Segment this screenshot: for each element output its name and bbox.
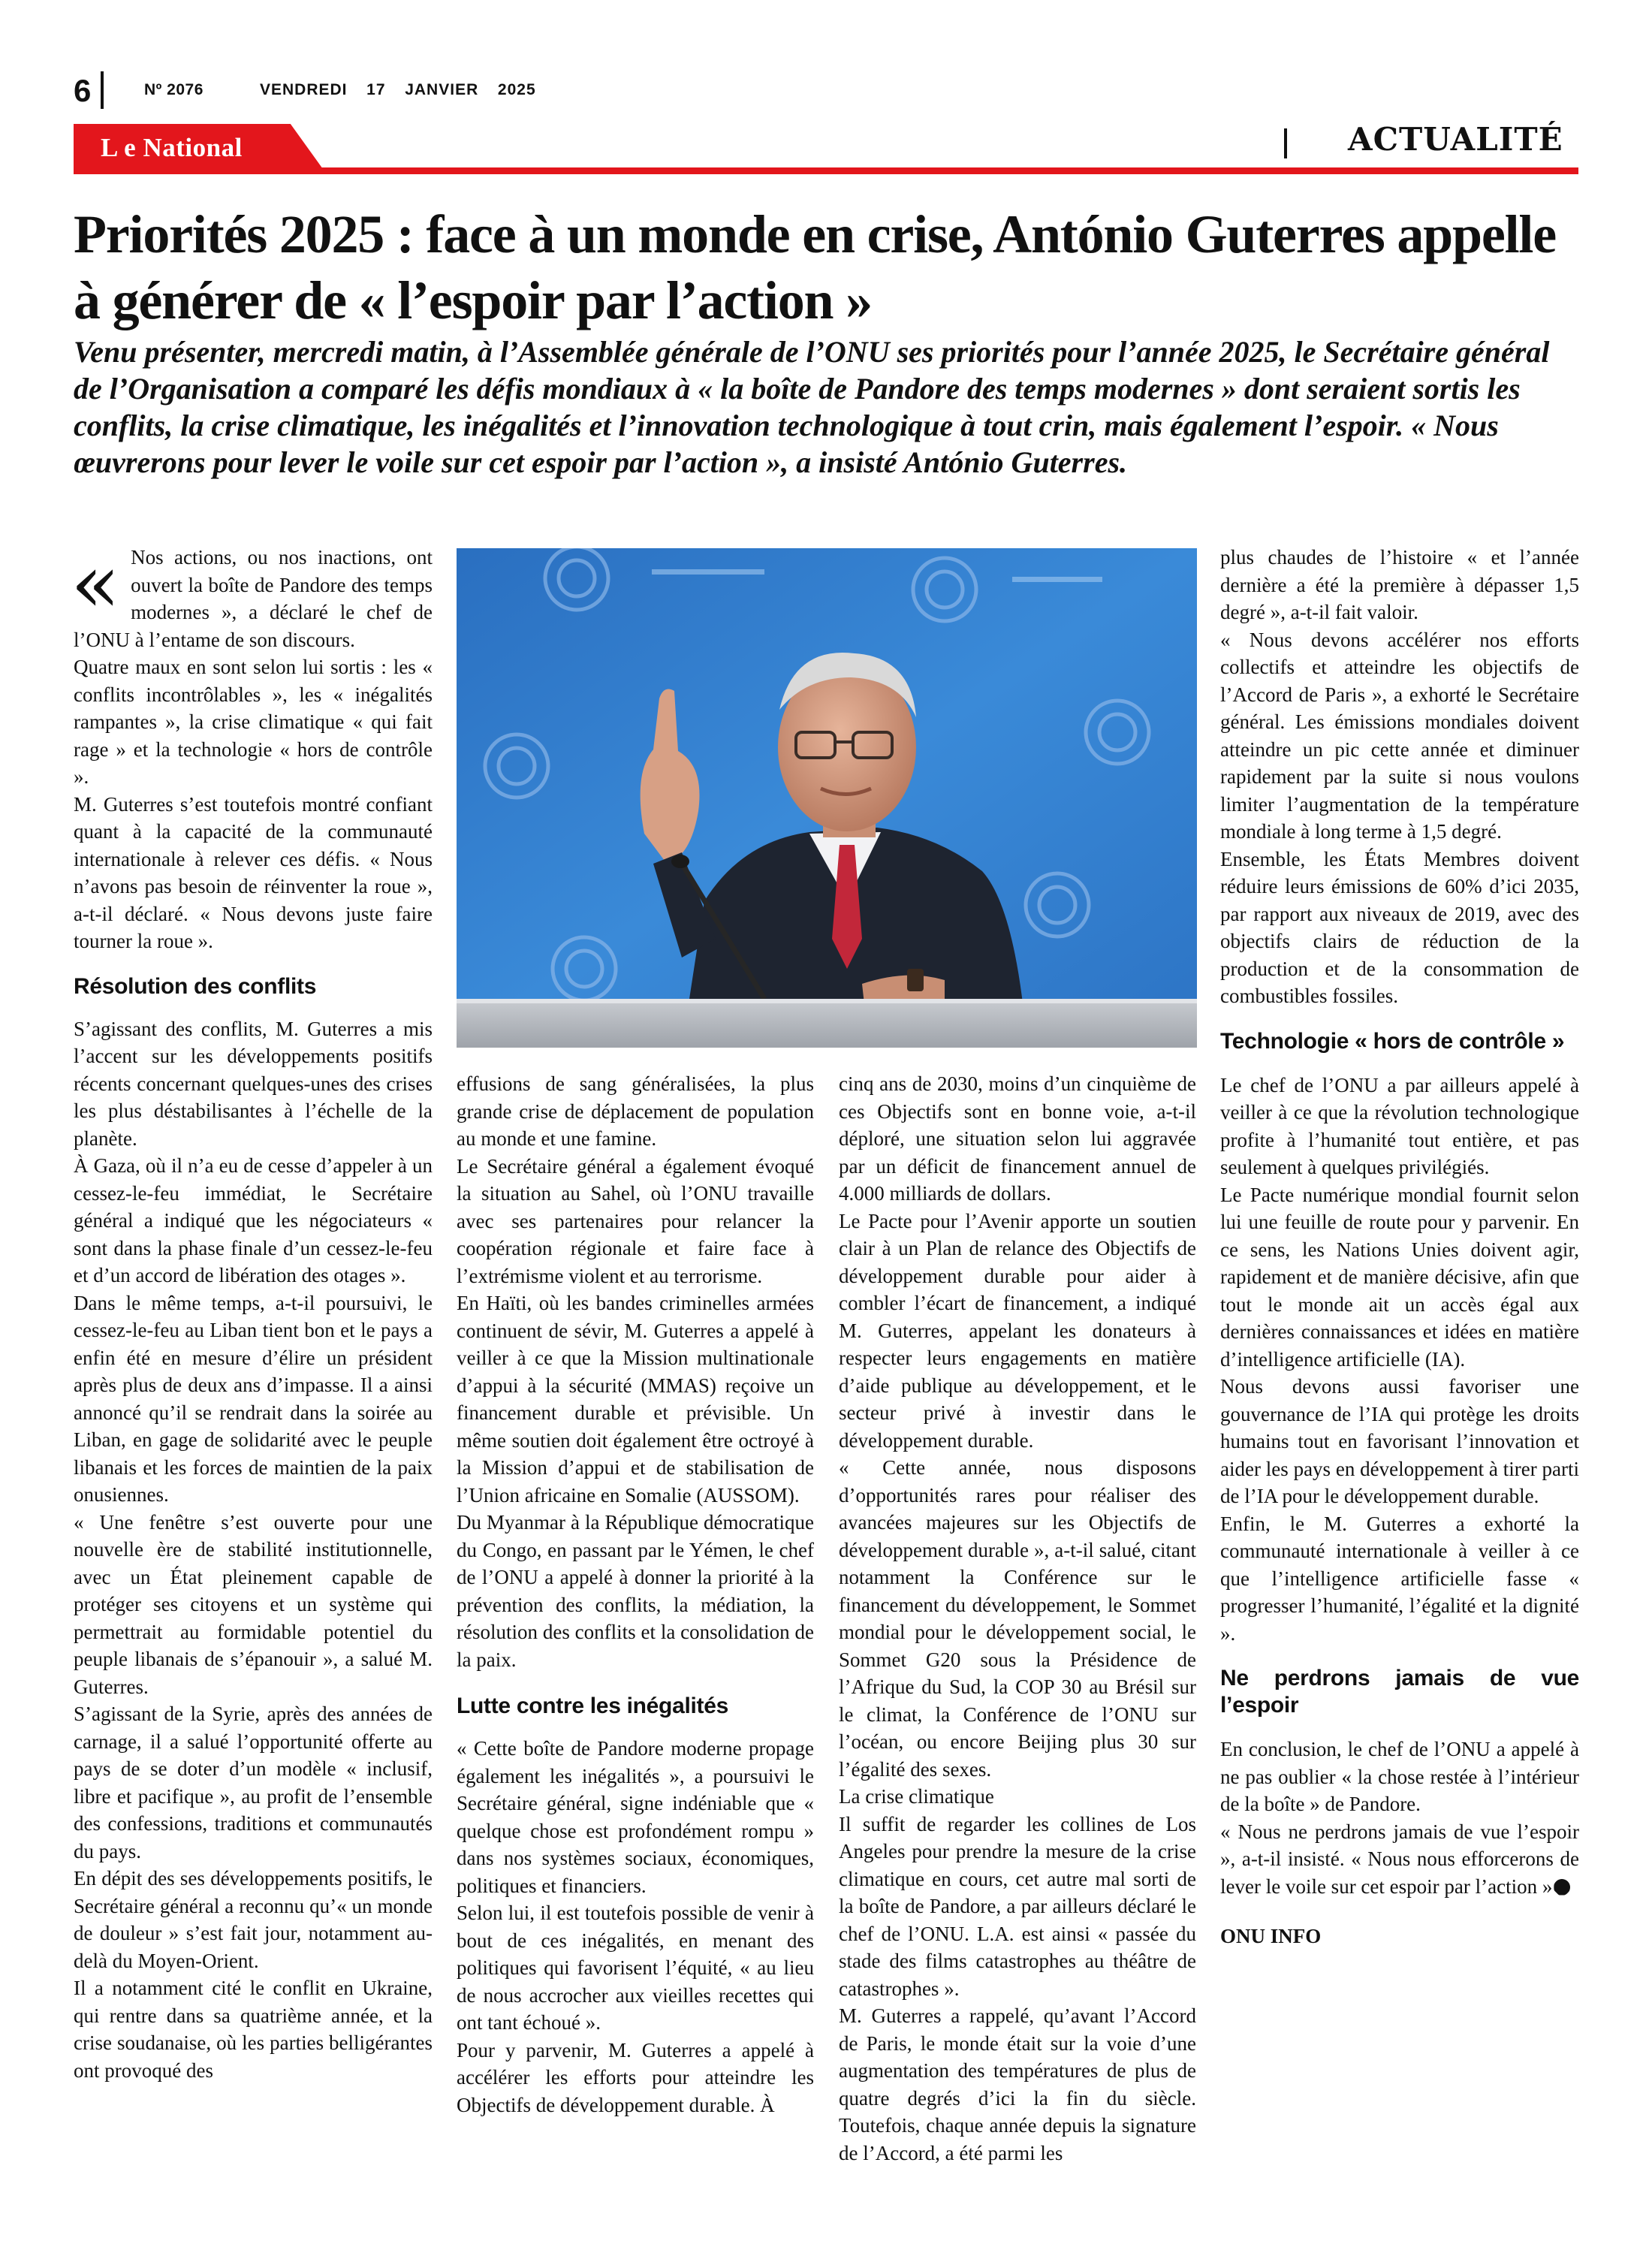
subheading-hope: Ne perdrons jamais de vue l’espoir xyxy=(1220,1666,1579,1718)
section-divider xyxy=(1284,128,1287,158)
article-source: ONU INFO xyxy=(1220,1925,1322,1947)
subheading-technology: Technologie « hors de contrôle » xyxy=(1220,1028,1565,1054)
end-of-article-icon xyxy=(1554,1879,1570,1896)
paragraph: En dépit des ses développements positifs, le Secrétaire général a reconnu qu’« un monde de douleur » s’est fait jour, notamment au-delà du Moyen-Orient. xyxy=(74,1867,433,1972)
subheading-conflicts: Résolution des conflits xyxy=(74,973,317,999)
paragraph: Pour y parvenir, M. Guterres a appelé à accélérer les efforts pour atteindre les Objectifs de développement durable. À xyxy=(457,2038,814,2116)
page-number: 6 xyxy=(74,73,92,108)
paragraph: « Cette boîte de Pandore moderne propage également les inégalités », a poursuivi le Secrétaire général, signe indéniable que « quelque chose est profondément rompu » dans nos systèmes sociaux, économiques, politiques et financiers. xyxy=(457,1737,814,1897)
guterres-press-conference-photo xyxy=(457,548,1197,1048)
paragraph: En Haïti, où les bandes criminelles armées continuent de sévir, M. Guterres a appelé à veiller à ce que la Mission multinationale d’appui à la sécurité (MMAS) reçoive un financement durable et prévisible. Un même soutien doit également être octroyé à la Mission d’appui et de stabilisation de l’Union africaine en Somalie (AUSSOM). xyxy=(457,1292,814,1507)
paragraph: Quatre maux en sont selon lui sortis : les « conflits incontrôlables », les « inégalités rampantes », la crise climatique « qui fait rage » et la technologie « hors de contrôle ». xyxy=(74,656,433,788)
subheading-inequalities: Lutte contre les inégalités xyxy=(457,1694,728,1718)
paragraph: Il suffit de regarder les collines de Los Angeles pour prendre la mesure de la crise climatique en cours, cet autre mal sorti de la boîte de Pandore, a par ailleurs déclaré le chef de l’ONU. L.A. est ainsi « passée du stade des films catastrophes au théâtre de catastrophes ». xyxy=(839,1812,1196,2000)
paragraph: M. Guterres a rappelé, qu’avant l’Accord de Paris, le monde était sur la voie d’une augmentation des températures de plus de quatre degrés d’ici la fin du siècle. Toutefois, chaque année depuis la signature de l’Accord, a été parmi les xyxy=(839,2004,1196,2164)
paragraph: « Cette année, nous disposons d’opportunités rares pour réaliser des avancées majeures sur les Objectifs de développement durable », a-t-il salué, citant notamment la Conférence sur le financement du développement, le Sommet mondial pour le développement social, le Sommet G20 sous la Présidence de l’Afrique du Sud, la COP 30 au Brésil sur le climat, la Conférence de l’ONU sur l’océan, ou encore Beijing plus 30 sur l’égalité des sexes. xyxy=(839,1456,1196,1781)
paragraph: Le chef de l’ONU a par ailleurs appelé à veiller à ce que la révolution technologique profite à l’humanité tout entière, et pas seulement à quelques privilégiés. xyxy=(1220,1073,1579,1178)
paragraph: À Gaza, où il n’a eu de cesse d’appeler à un cessez-le-feu immédiat, le Secrétaire général a indiqué que les négociateurs « sont dans la phase finale d’un cessez-le-feu et d’un accord de libération des otages ». xyxy=(74,1154,433,1286)
article-photo xyxy=(457,548,1197,1048)
closing-paragraph-text: « Nous ne perdrons jamais de vue l’espoir », a-t-il insisté. « Nous nous efforcerons de lever le voile sur cet espoir par l’action » xyxy=(1220,1820,1579,1898)
paragraph: Selon lui, il est toutefois possible de venir à bout de ces inégalités, en menant des politiques qui favorisent l’équité, « au lieu de nous accrocher aux vieilles recettes qui ont tant échoué ». xyxy=(457,1902,814,2034)
paragraph: plus chaudes de l’histoire « et l’année dernière a été la première à dépasser 1,5 degré », a-t-il fait valoir. xyxy=(1220,546,1579,623)
paragraph: Enfin, le M. Guterres a exhorté la communauté internationale à veiller à ce que l’intelligence artificielle fasse « progresser l’humanité, l’égalité et la dignité ». xyxy=(1220,1512,1579,1645)
paragraph: En conclusion, le chef de l’ONU a appelé à ne pas oublier « la chose restée à l’intérieur de la boîte » de Pandore. xyxy=(1220,1738,1579,1815)
issue-date: VENDREDI 17 JANVIER 2025 xyxy=(260,81,536,98)
article-headline: Priorités 2025 : face à un monde en crise, António Guterres appelle à générer de « l’espoir par l’action » xyxy=(74,204,1556,330)
paragraph: Nous devons aussi favoriser une gouvernance de l’IA qui protège les droits humains tout en favorisant l’innovation et aider les pays en développement à tirer parti de l’IA pour le développement durable. xyxy=(1220,1375,1579,1507)
paragraph xyxy=(1220,1818,1579,1901)
paragraph: Dans le même temps, a-t-il poursuivi, le cessez-le-feu au Liban tient bon et le pays a enfin été en mesure d’élire un président après plus de deux ans d’impasse. Il a ainsi annoncé qu’il se rendrait dans la soirée au Liban, en gage de solidarité avec le peuple libanais et les forces de maintien de la paix onusiennes. xyxy=(74,1291,433,1506)
paragraph: La crise climatique xyxy=(839,1785,994,1808)
paragraph: « Une fenêtre s’est ouverte pour une nouvelle ère de stabilité institutionnelle, avec un État pleinement capable de protéger ses citoyens et un système qui permettrait au formidable potentiel du peuple libanais de s’épanouir », a salué M. Guterres. xyxy=(74,1510,433,1698)
paragraph: cinq ans de 2030, moins d’un cinquième de ces Objectifs sont en bonne voie, a-t-il déploré, une situation selon lui aggravée par un déficit de financement annuel de 4.000 milliards de dollars. xyxy=(839,1072,1196,1205)
paragraph: S’agissant des conflits, M. Guterres a mis l’accent sur les développements positifs récents concernant quelques-unes des crises les plus déstabilisantes à l’échelle de la planète. xyxy=(74,1017,433,1150)
header-red-rule xyxy=(74,167,1578,174)
paragraph: Le Pacte numérique mondial fournit selon lui une feuille de route pour y parvenir. En ce sens, les Nations Unies doivent agir, rapidement et de manière décisive, afin que tout le monde ait un accès égal aux dernières connaissances et idées en matière d’intelligence artificielle (IA). xyxy=(1220,1183,1579,1371)
section-title: ACTUALITÉ xyxy=(1348,121,1563,158)
article-standfirst: Venu présenter, mercredi matin, à l’Assemblée générale de l’ONU ses priorités pour l’année 2025, le Secrétaire général de l’Organisation a comparé les défis mondiaux à « la boîte de Pandore des temps modernes » dont seraient sortis les conflits, la crise climatique, les inégalités et l’innovation technologique à tout crin, mais également l’espoir. « Nous œuvrerons pour lever le voile sur cet espoir par l’action », a insisté António Guterres. xyxy=(74,335,1550,479)
page-number-divider xyxy=(101,71,104,109)
paragraph: M. Guterres s’est toutefois montré confiant quant à la capacité de la communauté internationale à relever ces défis. « Nous n’avons pas besoin de réinventer la roue », a-t-il déclaré. « Nous devons juste faire tourner la roue ». xyxy=(74,792,433,952)
article-column-1 xyxy=(71,537,433,2084)
paragraph: Il a notamment cité le conflit en Ukraine, qui rentre dans sa quatrième année, et la crise soudanaise, où les parties belligérantes ont provoqué des xyxy=(74,1977,433,2082)
paragraph: Ensemble, les États Membres doivent réduire leurs émissions de 60% d’ici 2035, par rapport aux niveaux de 2019, avec des objectifs clairs de réduction de la production et de la consommation de combustibles fossiles. xyxy=(1220,847,1579,1007)
drop-quote-mark: « xyxy=(71,537,121,631)
paragraph xyxy=(1220,1923,1579,1950)
paragraph: Nos actions, ou nos inactions, ont ouvert la boîte de Pandore des temps modernes », a déclaré le chef de l’ONU à l’entame de son discours. xyxy=(74,546,433,651)
paragraph: effusions de sang généralisées, la plus grande crise de déplacement de population au monde et une famine. xyxy=(457,1072,814,1150)
paragraph: Le Secrétaire général a également évoqué la situation au Sahel, où l’ONU travaille avec ses partenaires pour relancer la coopération régionale et faire face à l’extrémisme violent et au terrorisme. xyxy=(457,1154,814,1287)
newspaper-name: L e National xyxy=(101,133,243,162)
paragraph: Du Myanmar à la République démocratique du Congo, en passant par le Yémen, le chef de l’ONU a appelé à donner la priorité à la prévention des conflits, la médiation, la résolution des conflits et la consolidation de la paix. xyxy=(457,1511,814,1671)
article-column-2 xyxy=(457,1070,814,2119)
paragraph: S’agissant de la Syrie, après des années de carnage, il a salué l’opportunité offerte au pays de se doter d’un modèle « inclusif, libre et pacifique », au profit de l’ensemble des confessions, traditions et communautés du pays. xyxy=(74,1703,433,1862)
article-column-3 xyxy=(839,1070,1196,2167)
article-column-4 xyxy=(1220,544,1579,1950)
paragraph: Le Pacte pour l’Avenir apporte un soutien clair à un Plan de relance des Objectifs de développement durable pour aider à combler l’écart de financement, a indiqué M. Guterres, appelant les donateurs à respecter leurs engagements en matière d’aide publique au développement, et le secteur privé à investir dans le développement durable. xyxy=(839,1209,1196,1452)
paragraph: « Nous devons accélérer nos efforts collectifs et atteindre les objectifs de l’Accord de Paris », a exhorté le Secrétaire général. Les émissions mondiales doivent atteindre un pic cette année et diminuer rapidement par la suite si nous voulons limiter l’augmentation de la température mondiale à long terme à 1,5 degré. xyxy=(1220,628,1579,843)
issue-number: Nº 2076 xyxy=(144,81,203,98)
